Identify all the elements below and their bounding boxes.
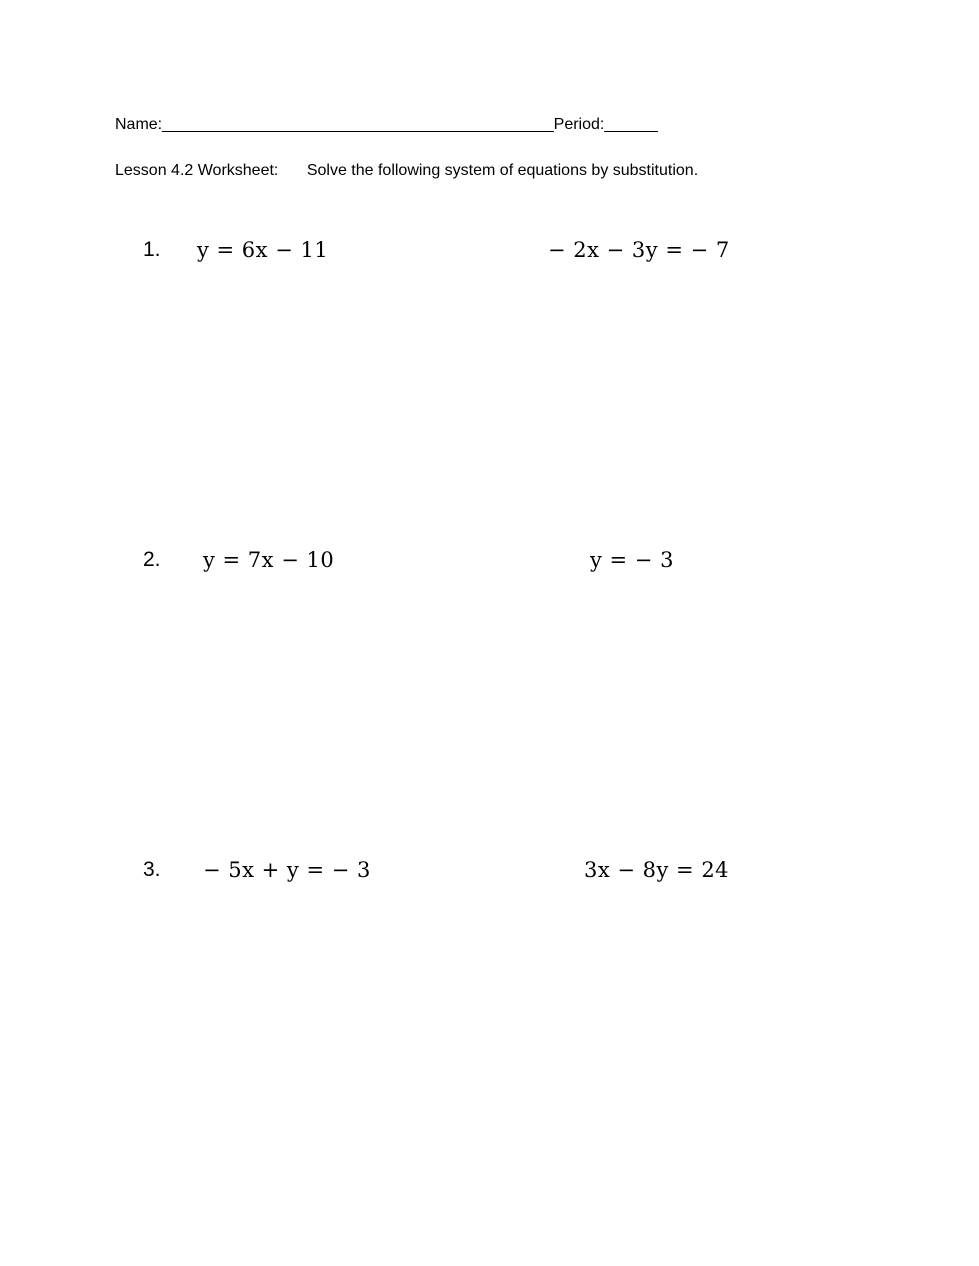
lesson-heading — [115, 162, 698, 180]
lesson-instructions: Solve the following system of equations by substitution. — [306, 162, 699, 179]
equation-left: − 5x + y = − 3 — [203, 858, 371, 882]
problem-number: 3. — [143, 858, 161, 881]
equation-left: y = 6x − 11 — [197, 238, 329, 262]
problem-2 — [0, 548, 979, 588]
problem-1 — [0, 238, 979, 278]
name-period-line[interactable]: Name:____________________________________________Period:______ — [115, 116, 658, 133]
problem-number: 1. — [143, 238, 161, 261]
equation-right: 3x − 8y = 24 — [584, 858, 730, 882]
problem-3 — [0, 858, 979, 898]
equation-right: y = − 3 — [590, 548, 674, 572]
equation-left: y = 7x − 10 — [203, 548, 335, 572]
problem-number: 2. — [143, 548, 161, 571]
equation-right: − 2x − 3y = − 7 — [548, 238, 730, 262]
lesson-title: Lesson 4.2 Worksheet: — [115, 162, 279, 179]
